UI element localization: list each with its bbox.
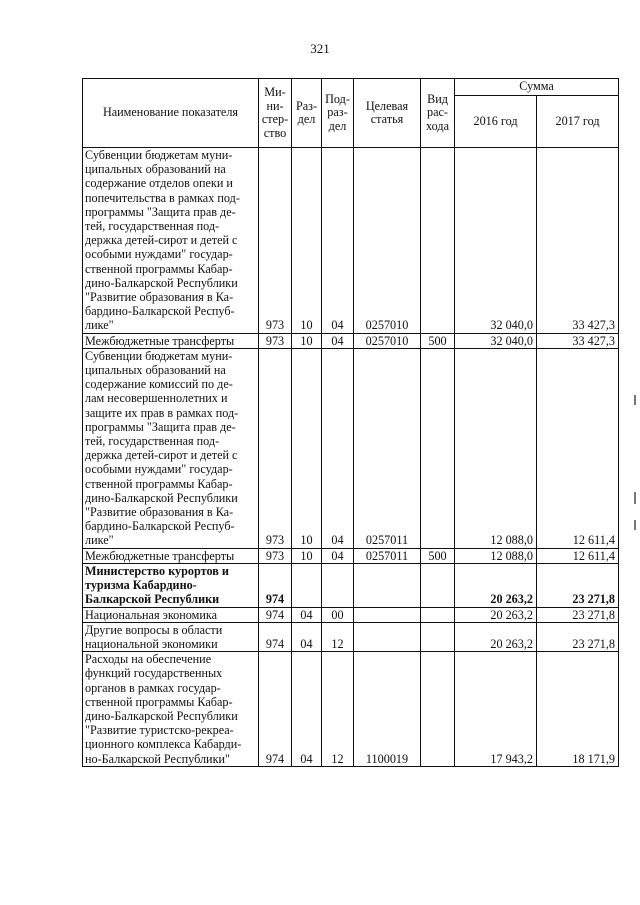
header-ministry-text: Ми- ни- стер- ство (261, 85, 289, 140)
row-subsection (322, 563, 354, 607)
row-subsection: 04 (322, 548, 354, 563)
row-amount-2016: 32 040,0 (455, 333, 537, 348)
row-type (421, 563, 455, 607)
header-year-2017: 2017 год (537, 96, 619, 148)
row-section: 10 (292, 548, 322, 563)
table-row (83, 333, 619, 348)
row-amount-2017: 33 427,3 (537, 333, 619, 348)
table-row (83, 622, 619, 651)
budget-table (82, 78, 619, 767)
row-amount-2016: 12 088,0 (455, 548, 537, 563)
table-row (83, 148, 619, 334)
row-section: 10 (292, 348, 322, 548)
row-subsection: 04 (322, 333, 354, 348)
row-subsection: 12 (322, 622, 354, 651)
row-amount-2016: 20 263,2 (455, 622, 537, 651)
row-target: 0257010 (354, 333, 421, 348)
row-type (421, 652, 455, 767)
row-type (421, 607, 455, 622)
row-name: Межбюджетные трансферты (83, 548, 259, 563)
table-row (83, 548, 619, 563)
table-row (83, 652, 619, 767)
header-ministry (259, 79, 292, 148)
header-section-text: Раз- дел (295, 98, 318, 126)
row-type (421, 348, 455, 548)
row-amount-2016: 20 263,2 (455, 563, 537, 607)
row-name: Межбюджетные трансферты (83, 333, 259, 348)
scan-mark (634, 520, 636, 530)
header-subsection (322, 79, 354, 148)
row-amount-2016: 20 263,2 (455, 607, 537, 622)
row-target: 0257011 (354, 348, 421, 548)
scan-mark (634, 492, 636, 504)
row-ministry: 974 (259, 607, 292, 622)
row-amount-2017: 23 271,8 (537, 622, 619, 651)
header-type-text: Вид рас- хода (426, 91, 449, 133)
table-row (83, 563, 619, 607)
row-ministry: 973 (259, 333, 292, 348)
row-section: 10 (292, 333, 322, 348)
row-name: Национальная экономика (83, 607, 259, 622)
row-target (354, 607, 421, 622)
row-name: Субвенции бюджетам муни- ципальных образований на содержание комиссий по де- лам несовершеннолетних и защите их прав в рамках под- программы "Защита прав де- тей, государственная под- держка детей-сирот и детей с особыми нуждами" государ- ственной программы Кабар- дино-Балкарской Республики "Развитие образования в Ка- бардино-Балкарской Респуб- лике" (83, 348, 259, 548)
row-amount-2016: 32 040,0 (455, 148, 537, 334)
header-sum: Сумма (455, 79, 619, 96)
row-amount-2016: 17 943,2 (455, 652, 537, 767)
row-amount-2017: 23 271,8 (537, 607, 619, 622)
row-amount-2016: 12 088,0 (455, 348, 537, 548)
header-target-text: Целевая статья (365, 98, 409, 126)
row-name: Другие вопросы в области национальной экономики (83, 622, 259, 651)
row-target: 0257010 (354, 148, 421, 334)
row-section (292, 563, 322, 607)
table-body (83, 148, 619, 767)
row-name: Субвенции бюджетам муни- ципальных образований на содержание отделов опеки и попечительства в рамках под- программы "Защита прав де- тей, государственная под- держка детей-сирот и детей с особыми нуждами" государ- ственной программы Кабар- дино-Балкарской Республики "Развитие образования в Ка- бардино-Балкарской Респуб- лике" (83, 148, 259, 334)
row-amount-2017: 18 171,9 (537, 652, 619, 767)
row-section: 04 (292, 607, 322, 622)
header-name: Наименование показателя (83, 79, 259, 148)
row-section: 04 (292, 652, 322, 767)
row-subsection: 12 (322, 652, 354, 767)
row-ministry: 973 (259, 548, 292, 563)
row-ministry: 974 (259, 622, 292, 651)
row-target (354, 563, 421, 607)
row-type: 500 (421, 333, 455, 348)
row-amount-2017: 12 611,4 (537, 348, 619, 548)
row-amount-2017: 33 427,3 (537, 148, 619, 334)
header-subsection-text: Под- раз- дел (325, 91, 350, 133)
row-target (354, 622, 421, 651)
page-number: 321 (310, 41, 330, 56)
row-type (421, 148, 455, 334)
row-section: 04 (292, 622, 322, 651)
row-target: 1100019 (354, 652, 421, 767)
row-ministry: 974 (259, 563, 292, 607)
row-amount-2017: 12 611,4 (537, 548, 619, 563)
row-ministry: 973 (259, 348, 292, 548)
row-name: Министерство курортов и туризма Кабардино- Балкарской Республики (83, 563, 259, 607)
header-year-2016: 2016 год (455, 96, 537, 148)
row-section: 10 (292, 148, 322, 334)
header-target (354, 79, 421, 148)
row-subsection: 04 (322, 148, 354, 334)
row-target: 0257011 (354, 548, 421, 563)
header-type (421, 79, 455, 148)
row-name: Расходы на обеспечение функций государственных органов в рамках государ- ственной программы Кабар- дино-Балкарской Республики "Развитие туристско-рекреа- ционного комплекса Кабарди- но-Балкарской Республики" (83, 652, 259, 767)
row-type (421, 622, 455, 651)
table-row (83, 348, 619, 548)
row-type: 500 (421, 548, 455, 563)
row-amount-2017: 23 271,8 (537, 563, 619, 607)
row-ministry: 973 (259, 148, 292, 334)
scan-mark (634, 395, 636, 405)
header-section (292, 79, 322, 148)
table-row (83, 607, 619, 622)
row-subsection: 00 (322, 607, 354, 622)
row-subsection: 04 (322, 348, 354, 548)
row-ministry: 974 (259, 652, 292, 767)
